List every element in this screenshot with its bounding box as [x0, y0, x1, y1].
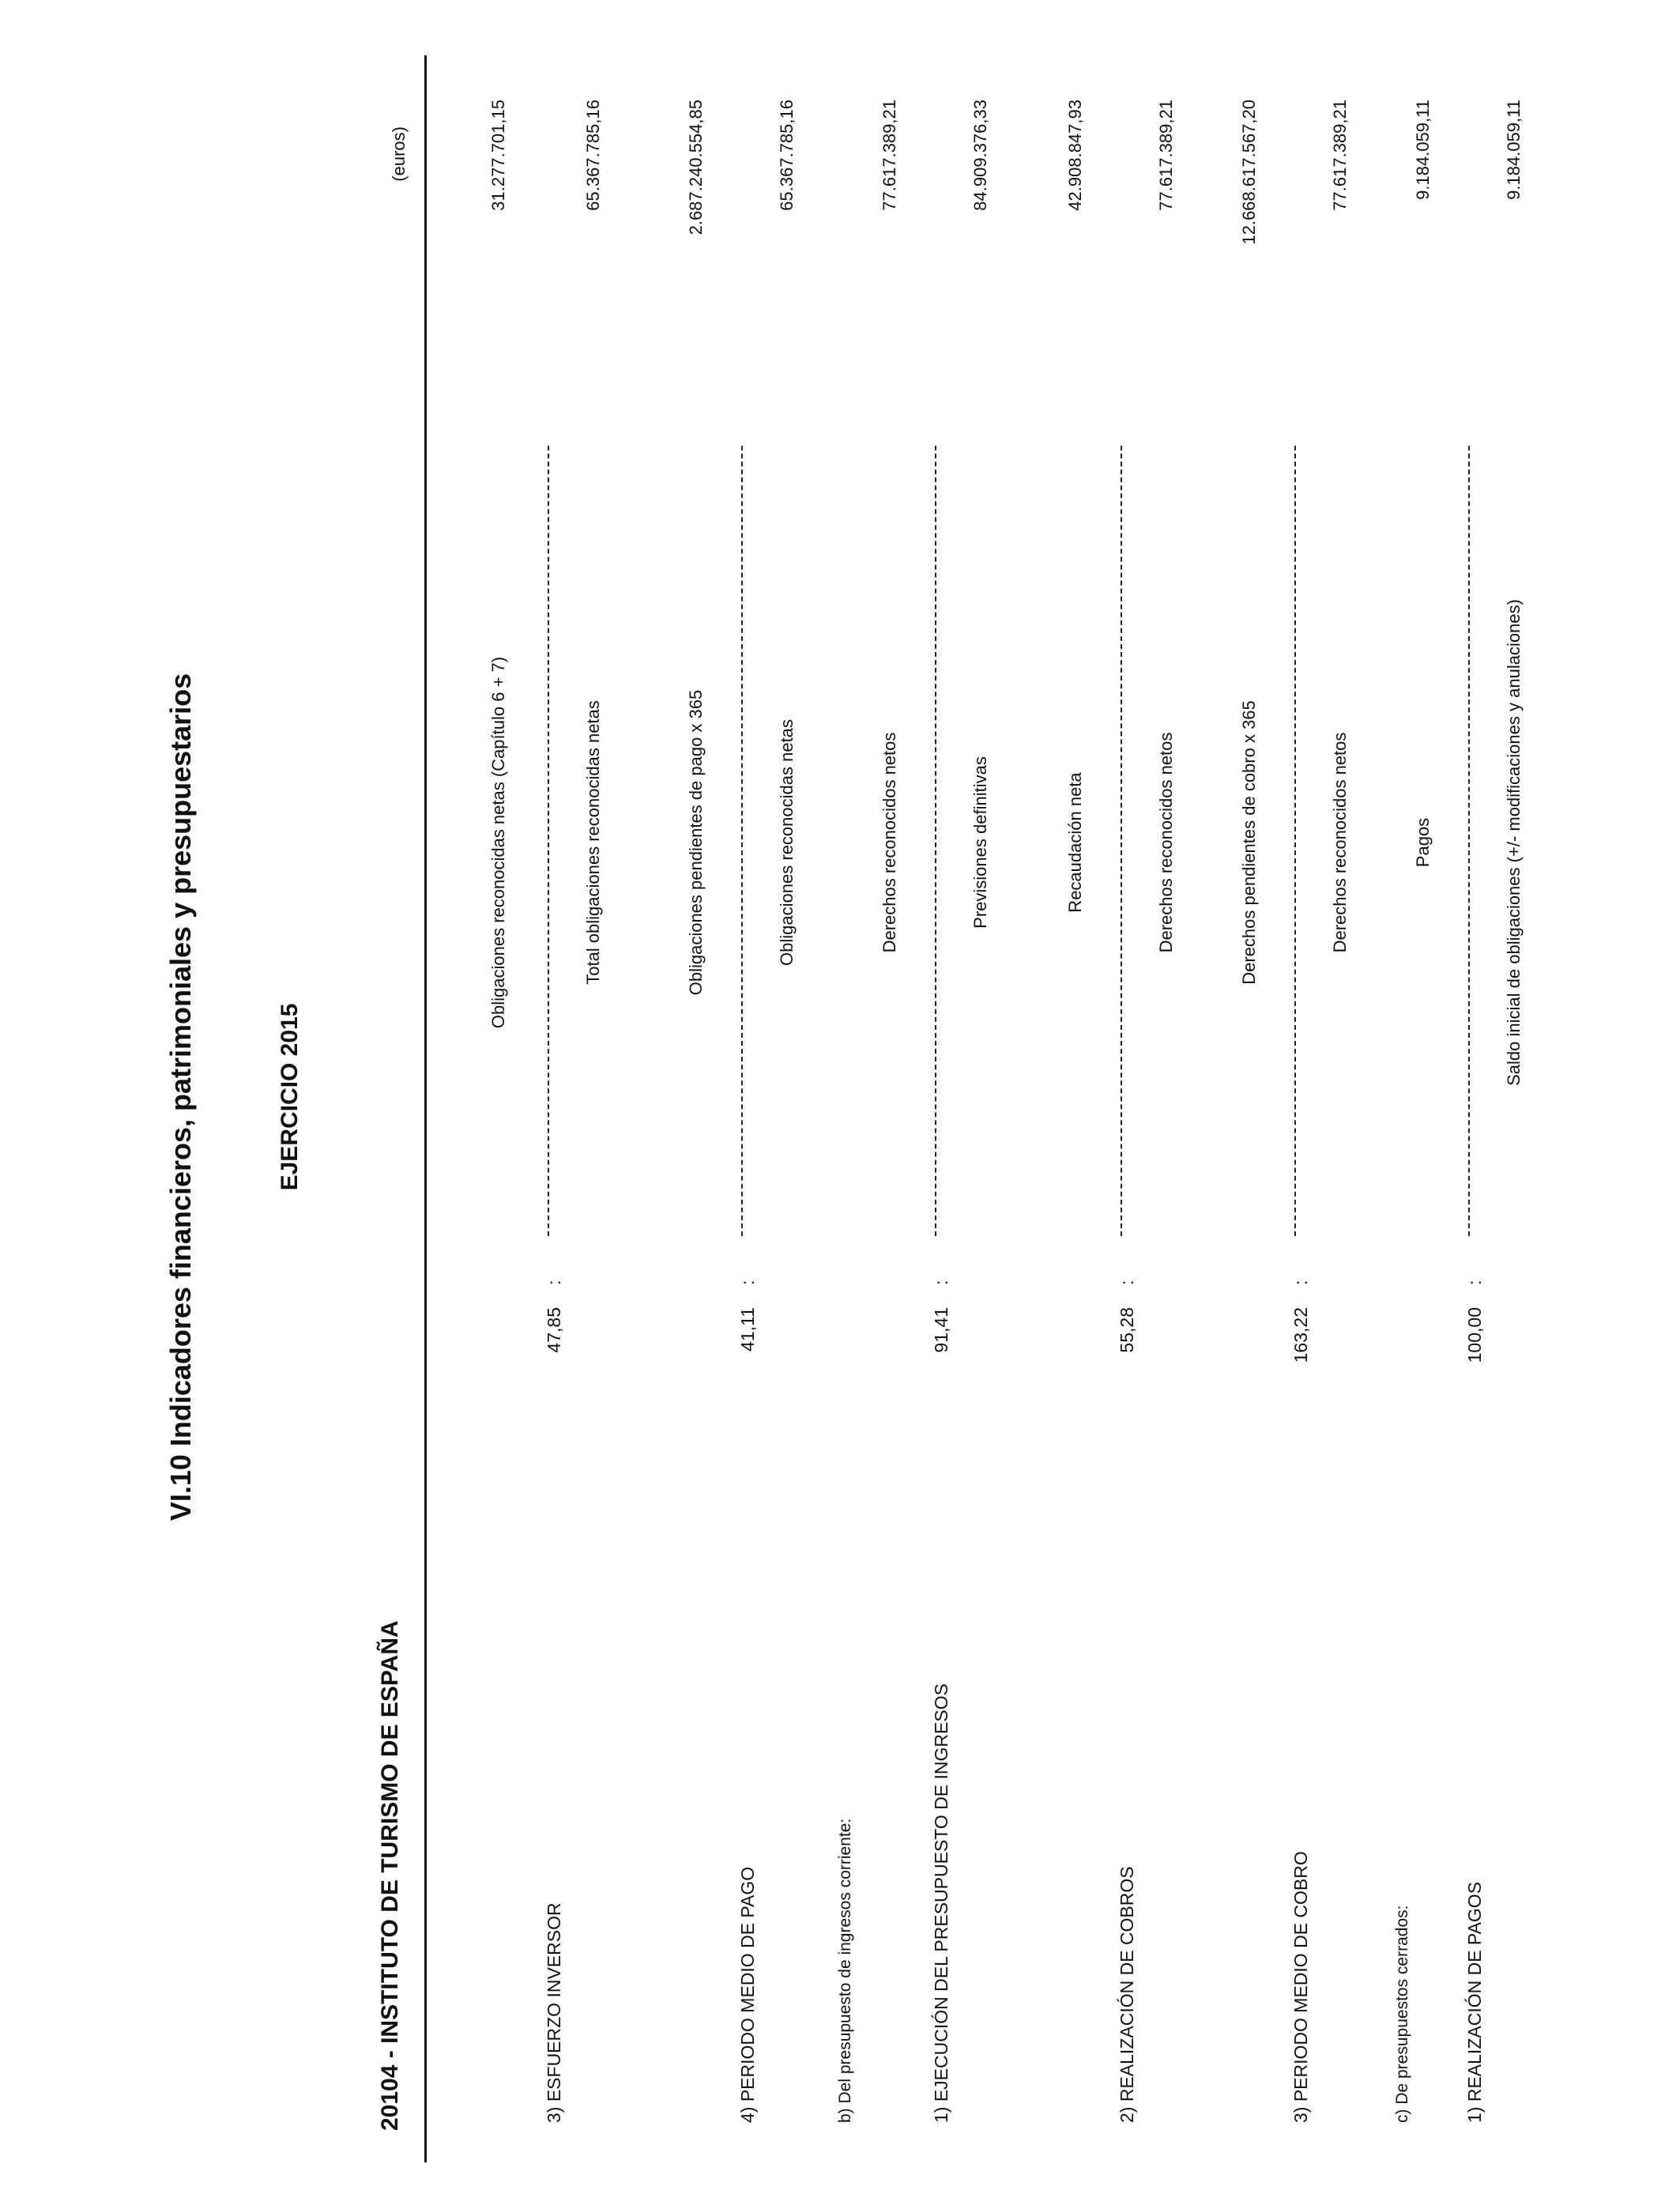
fraction-divider: [1294, 446, 1296, 1236]
fraction-divider: [1121, 446, 1122, 1236]
indicator-label: 1) EJECUCIÓN DEL PRESUPUESTO DE INGRESOS: [931, 1683, 951, 2123]
indicator-colon: :: [737, 1280, 758, 1285]
denominator-label: Saldo inicial de obligaciones (+/- modificaciones y anulaciones): [1504, 599, 1524, 1086]
indicator-label: 4) PERIODO MEDIO DE PAGO: [737, 1866, 758, 2123]
numerator-amount: 42.908.847,93: [1065, 100, 1085, 211]
numerator-amount: 77.617.389,21: [880, 100, 899, 211]
numerator-label: Obligaciones reconocidas netas (Capítulo 6 + 7): [488, 656, 508, 1029]
indicator-colon: :: [931, 1280, 951, 1285]
report-title: VI.10 Indicadores financieros, patrimoniales y presupuestarios: [164, 673, 197, 1521]
indicator-colon: :: [1464, 1280, 1485, 1285]
indicator-label: 1) REALIZACIÓN DE PAGOS: [1464, 1881, 1485, 2123]
denominator-label: Derechos reconocidos netos: [1330, 732, 1350, 953]
denominator-amount: 65.367.785,16: [777, 100, 797, 211]
indicator-value: 41,11: [737, 1307, 758, 1351]
denominator-label: Derechos reconocidos netos: [1156, 732, 1176, 953]
numerator-label: Derechos reconocidos netos: [880, 732, 899, 953]
section-heading-b: b) Del presupuesto de ingresos corriente:: [836, 1818, 854, 2123]
indicator-colon: :: [1290, 1280, 1311, 1285]
denominator-amount: 84.909.376,33: [970, 100, 990, 211]
indicator-value: 100,00: [1464, 1307, 1485, 1363]
numerator-label: Obligaciones pendientes de pago x 365: [686, 689, 706, 996]
fraction-divider: [741, 446, 743, 1236]
entity-name: 20104 - INSTITUTO DE TURISMO DE ESPAÑA: [377, 1620, 403, 2131]
denominator-amount: 9.184.059,11: [1504, 100, 1524, 200]
indicator-colon: :: [1117, 1280, 1137, 1285]
numerator-label: Pagos: [1413, 817, 1433, 868]
numerator-amount: 31.277.701,15: [488, 100, 508, 211]
indicator-label: 2) REALIZACIÓN DE COBROS: [1117, 1866, 1137, 2123]
denominator-amount: 65.367.785,16: [583, 100, 603, 211]
indicator-label: 3) ESFUERZO INVERSOR: [544, 1902, 564, 2123]
indicator-value: 47,85: [544, 1307, 564, 1353]
fraction-divider: [935, 446, 936, 1236]
fraction-divider: [1468, 446, 1470, 1236]
denominator-label: Obligaciones reconocidas netas: [777, 719, 797, 966]
section-heading-c: c) De presupuestos cerrados:: [1393, 1905, 1411, 2123]
fraction-divider: [548, 446, 549, 1236]
denominator-label: Previsiones definitivas: [970, 756, 990, 929]
numerator-amount: 9.184.059,11: [1413, 100, 1433, 200]
indicator-colon: :: [544, 1280, 564, 1285]
denominator-amount: 77.617.389,21: [1330, 100, 1350, 211]
numerator-label: Derechos pendientes de cobro x 365: [1239, 700, 1259, 985]
numerator-amount: 2.687.240.554,85: [686, 100, 706, 236]
units-label: (euros): [389, 126, 409, 182]
indicator-value: 91,41: [931, 1307, 951, 1353]
indicator-value: 163,22: [1290, 1307, 1311, 1363]
indicator-value: 55,28: [1117, 1307, 1137, 1353]
exercise-title: EJERCICIO 2015: [277, 1003, 303, 1191]
numerator-amount: 12.668.617.567,20: [1239, 100, 1259, 245]
denominator-label: Total obligaciones reconocidas netas: [583, 700, 603, 985]
denominator-amount: 77.617.389,21: [1156, 100, 1176, 211]
numerator-label: Recaudación neta: [1065, 772, 1085, 913]
indicator-label: 3) PERIODO MEDIO DE COBRO: [1290, 1851, 1311, 2123]
header-rule: [424, 55, 427, 2162]
